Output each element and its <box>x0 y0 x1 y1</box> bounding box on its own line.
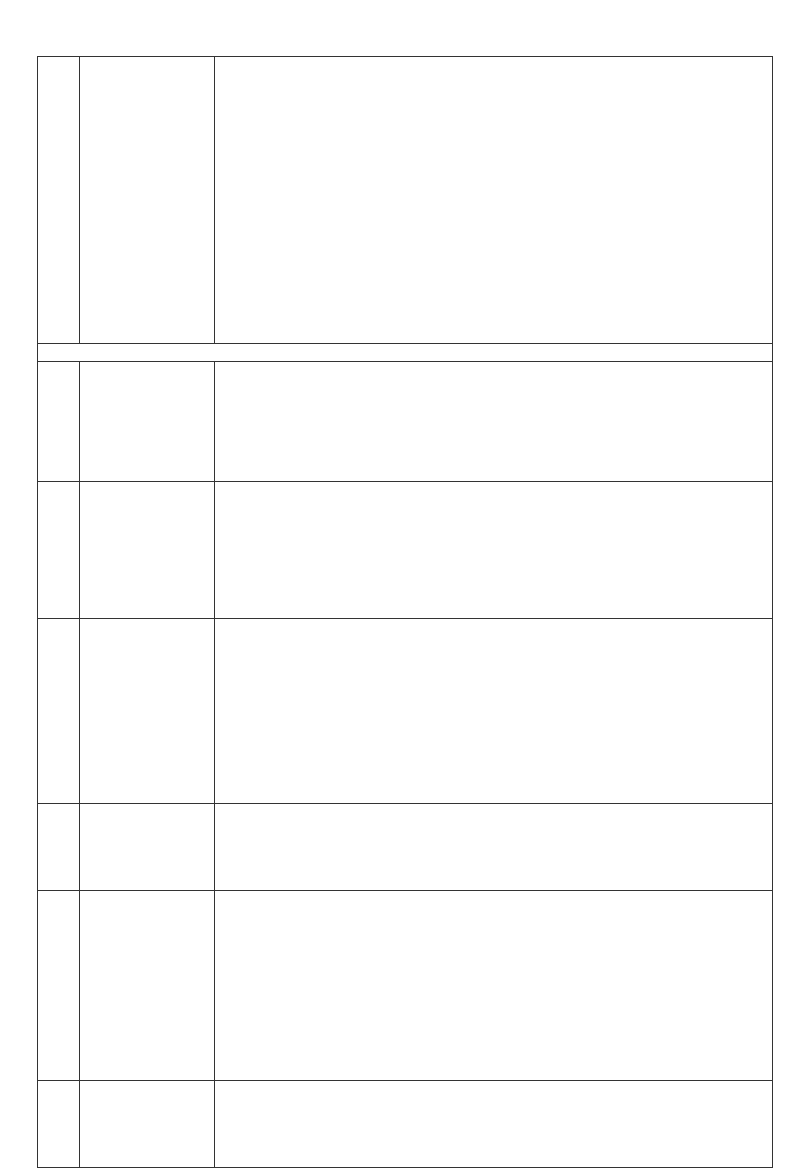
row-number <box>38 362 80 482</box>
row-number <box>38 1081 80 1168</box>
table-row <box>38 619 773 804</box>
row-content <box>215 804 773 891</box>
main-table <box>37 56 773 1168</box>
row-label <box>79 891 214 1081</box>
text-line <box>219 1029 768 1046</box>
table-row <box>38 482 773 619</box>
row-content <box>215 619 773 804</box>
row-label <box>79 362 214 482</box>
row-number <box>38 804 80 891</box>
row-number <box>38 619 80 804</box>
row-label <box>79 1081 214 1168</box>
table-row <box>38 804 773 891</box>
top-cell-text <box>215 57 773 344</box>
row-content <box>215 1081 773 1168</box>
section-title <box>38 344 773 362</box>
row-label <box>79 804 214 891</box>
section-header-row <box>38 344 773 362</box>
row-number <box>38 482 80 619</box>
row-content <box>215 891 773 1081</box>
text-line <box>219 977 768 994</box>
text-line <box>219 482 768 499</box>
row-content <box>215 482 773 619</box>
table-row <box>38 891 773 1081</box>
text-line <box>219 499 768 516</box>
row-content <box>215 362 773 482</box>
row-label-cell <box>79 619 214 804</box>
text-line <box>219 925 768 942</box>
table-row <box>38 362 773 482</box>
row-number <box>38 891 80 1081</box>
table-row <box>38 57 773 344</box>
row-label <box>79 482 214 619</box>
table-row <box>38 1081 773 1168</box>
